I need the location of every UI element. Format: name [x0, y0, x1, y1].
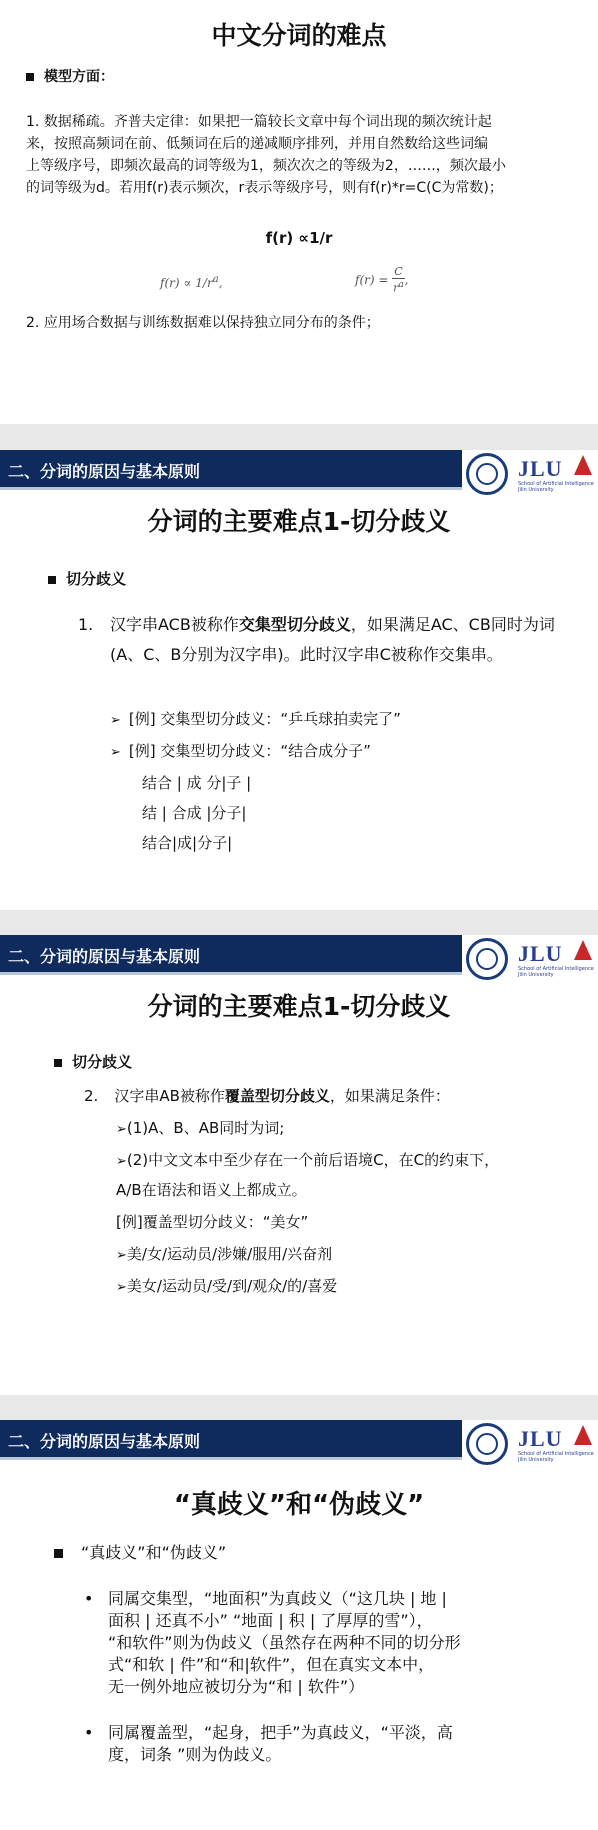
para-line: 来，按照高频词在前、低频词在后的递减顺序排列，并用自然数给这些词编 [26, 136, 488, 152]
example: [例]覆盖型切分歧义：“美女” [116, 1213, 309, 1231]
logo-triangle-icon [574, 455, 592, 475]
segmentation-3: 结合|成|分子| [142, 834, 233, 852]
arrow-bullet-icon: ➢ [116, 1154, 127, 1169]
slide-title: 分词的主要难点1-切分歧义 [147, 992, 451, 1021]
arrow-bullet-icon: ➢ [116, 1280, 127, 1295]
arrow-bullet-icon: ➢ [110, 713, 121, 728]
slide-title: 分词的主要难点1-切分歧义 [147, 507, 451, 536]
segmentation-2: ➢美女/运动员/受/到/观众/的/喜爱 [116, 1277, 338, 1295]
logo-subtitle: School of Artificial Intelligence Jilin University [518, 1451, 594, 1463]
jlu-logo-text: JLU [518, 941, 563, 966]
dot-bullet-icon: • [84, 1589, 94, 1608]
slide-2 [0, 450, 598, 910]
item-2: 2. 汉字串AB被称作覆盖型切分歧义，如果满足条件： [84, 1087, 450, 1105]
para-line: 的词等级为d。若用f(r)表示频次，r表示等级序号，则有f(r)*r=C(C为常数)； [26, 180, 503, 196]
jlu-logo-text: JLU [518, 456, 563, 481]
square-bullet-icon [54, 1059, 62, 1067]
logo-subtitle: School of Artificial Intelligence Jilin University [518, 481, 594, 493]
university-seal-icon [466, 938, 508, 980]
arrow-bullet-icon: ➢ [116, 1122, 127, 1137]
slide-3 [0, 935, 598, 1395]
section-title: 二、分词的原因与基本原则 [8, 1432, 201, 1451]
segmentation-1: 结合 | 成 分|子 | [142, 774, 252, 792]
segmentation-1: ➢美/女/运动员/涉嫌/服用/兴奋剂 [116, 1245, 333, 1263]
bullet-1: • 同属交集型，“地面积”为真歧义（“这几块 | 地 | 面积 | 还真不小” “地面 | 积 | 了厚厚的雪”）， “和软件”则为伪歧义（虽然存在两种不同的切分形 式“和软 | 件”和“和|软件”，但在真实文本中， 无一例外地应被切分为“和 | 软件”） [84, 1589, 461, 1696]
formula-fraction: f(r) = $\frac{C}{r^a}$ , [355, 265, 409, 295]
point-2: 2. 应用场合数据与训练数据难以保持独立同分布的条件； [26, 315, 380, 331]
condition-2: ➢(2)中文文本中至少存在一个前后语境C，在C的约束下， [116, 1151, 500, 1169]
square-bullet-icon [54, 1549, 63, 1558]
logo-triangle-icon [574, 940, 592, 960]
formula-main: f(r) ∝1/r [265, 229, 333, 247]
subtitle: “真歧义”和“伪歧义” [54, 1540, 226, 1563]
slide-1 [0, 0, 598, 424]
subtitle: 模型方面： [26, 66, 114, 86]
slide-4 [0, 1420, 598, 1830]
arrow-bullet-icon: ➢ [116, 1248, 127, 1263]
logo-partial [462, 0, 598, 6]
square-bullet-icon [26, 73, 34, 81]
paragraph-zipf [26, 111, 582, 199]
item-1: 1. 汉字串ACB被称作交集型切分歧义，如果满足AC、CB同时为词(A、C、B分别为汉字串)。此时汉字串C被称作交集串。 [78, 615, 555, 664]
section-title: 二、分词的原因与基本原则 [8, 947, 201, 966]
dot-bullet-icon: • [84, 1723, 94, 1742]
para-line: 1. 数据稀疏。齐普夫定律：如果把一篇较长文章中每个词出现的频次统计起 [26, 114, 492, 130]
subtitle: 切分歧义 [48, 568, 126, 589]
example-1: ➢ [例] 交集型切分歧义：“乒乓球拍卖完了” [110, 710, 401, 728]
university-logo [462, 450, 598, 496]
logo-subtitle: School of Artificial Intelligence Jilin University [518, 966, 594, 978]
university-seal-icon [466, 453, 508, 495]
slide-title: “真歧义”和“伪歧义” [173, 1490, 425, 1520]
jlu-logo-text: JLU [518, 1426, 563, 1451]
condition-1: ➢(1)A、B、AB同时为词; [116, 1119, 285, 1137]
bullet-2: • 同属覆盖型，“起身，把手”为真歧义，“平淡，高 度，词条 ”则为伪歧义。 [84, 1723, 453, 1764]
slide-title: 中文分词的难点 [211, 21, 387, 50]
logo-triangle-icon [574, 1425, 592, 1445]
university-seal-icon [466, 1423, 508, 1465]
formula-power-law: $f(r) \propto 1/r^a$, [160, 274, 223, 290]
arrow-bullet-icon: ➢ [110, 745, 121, 760]
example-2: ➢ [例] 交集型切分歧义：“结合成分子” [110, 742, 371, 760]
segmentation-2: 结 | 合成 |分子| [142, 804, 247, 822]
section-title: 二、分词的原因与基本原则 [8, 462, 201, 481]
subtitle: 切分歧义 [54, 1051, 132, 1072]
square-bullet-icon [48, 576, 56, 584]
university-logo [462, 935, 598, 981]
condition-2-cont: A/B在语法和语义上都成立。 [116, 1181, 307, 1199]
para-line: 上等级序号，即频次最高的词等级为1，频次次之的等级为2，……，频次最小 [26, 158, 506, 174]
university-logo [462, 1420, 598, 1466]
